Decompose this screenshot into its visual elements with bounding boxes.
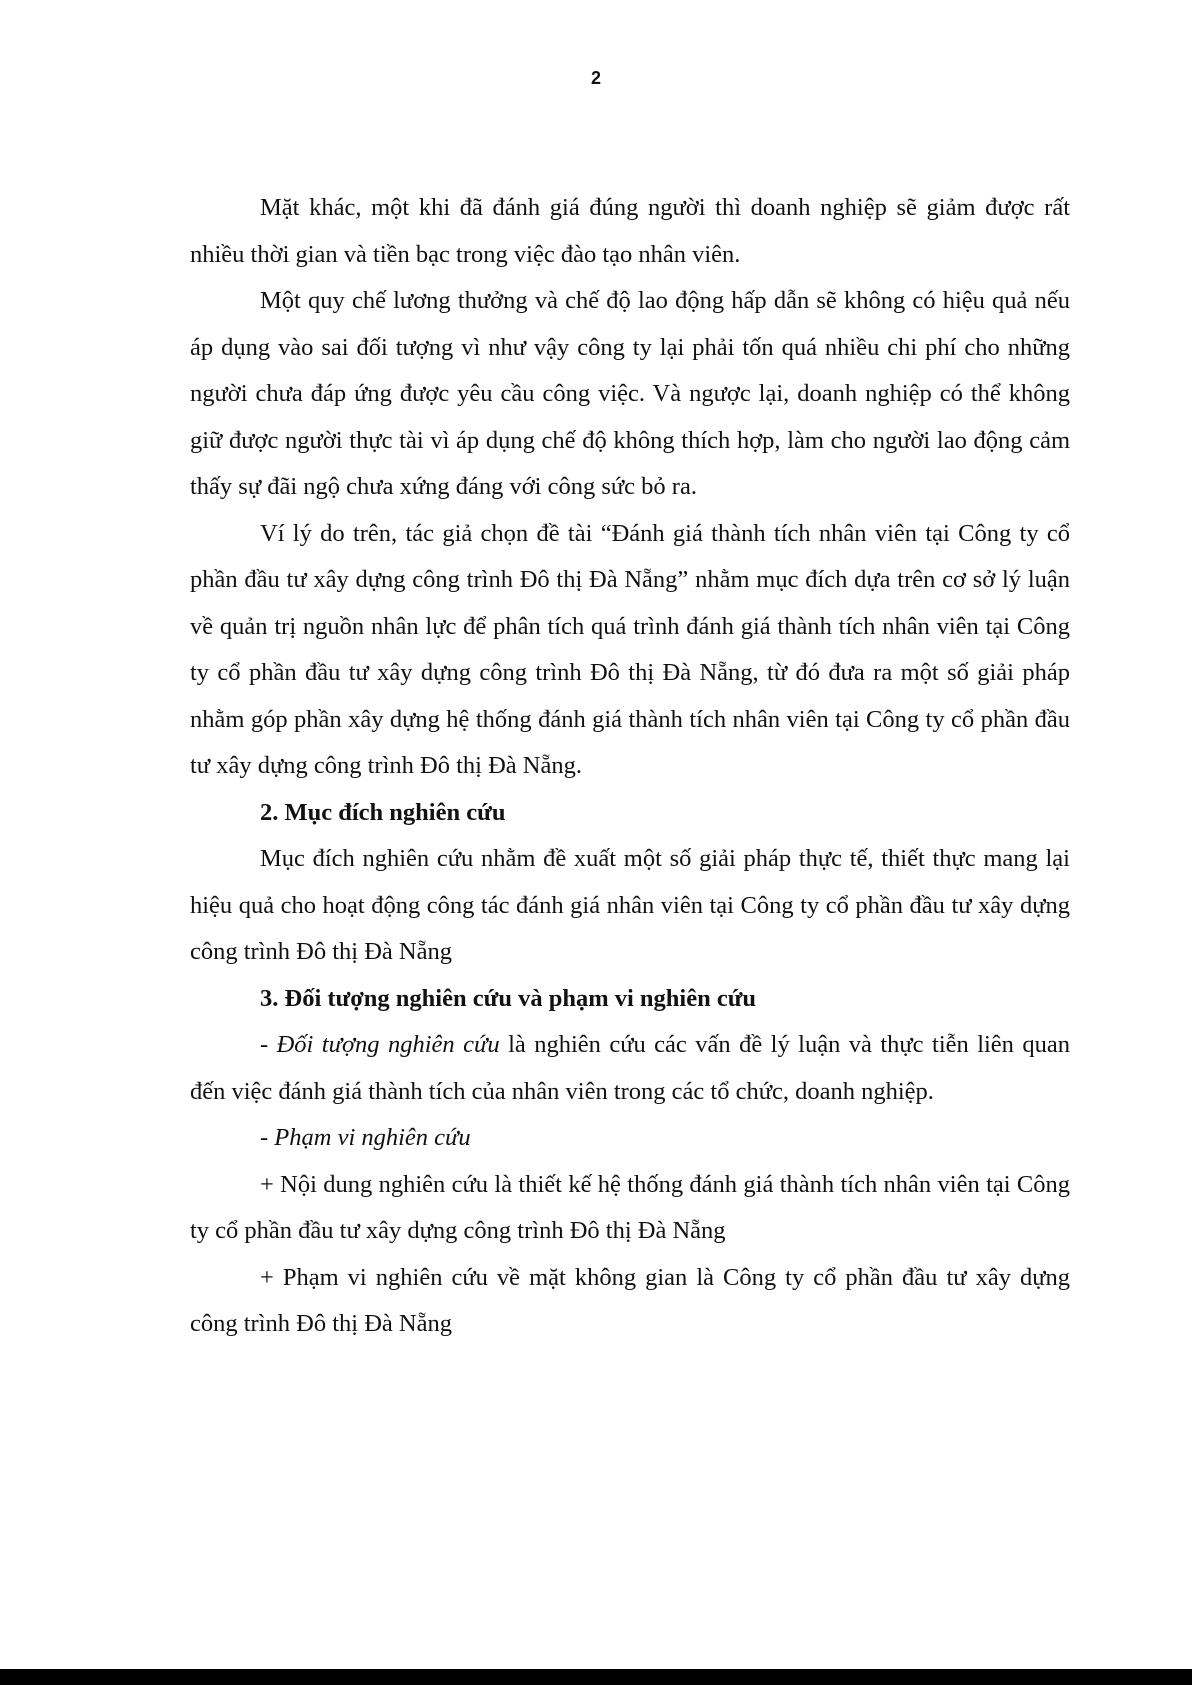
bottom-bar (0, 1669, 1192, 1685)
research-scope-space: + Phạm vi nghiên cứu về mặt không gian là Công ty cổ phần đầu tư xây dựng công trình Đô thị Đà Nẵng (190, 1263, 1070, 1337)
page-number: 2 (590, 68, 601, 88)
paragraph-1: Mặt khác, một khi đã đánh giá đúng người thì doanh nghiệp sẽ giảm được rất nhiều thời gian và tiền bạc trong việc đào tạo nhân viên. (190, 194, 1070, 268)
document-body (190, 185, 1070, 1348)
research-scope-label (190, 1115, 1070, 1162)
paragraph-2: Một quy chế lương thưởng và chế độ lao động hấp dẫn sẽ không có hiệu quả nếu áp dụng vào sai đối tượng vì như vậy công ty lại phải tốn quá nhiều chi phí cho những người chưa đáp ứng được yêu cầu công việc. Và ngược lại, doanh nghiệp có thể không giữ được người thực tài vì áp dụng chế độ không thích hợp, làm cho người lao động cảm thấy sự đãi ngộ chưa xứng đáng với công sức bỏ ra. (190, 287, 1070, 500)
research-object-label: - Đối tượng nghiên cứu (260, 1031, 500, 1058)
section-2-heading: 2. Mục đích nghiên cứu (260, 798, 506, 826)
research-scope-label-text: - Phạm vi nghiên cứu (260, 1124, 471, 1151)
research-object-paragraph (190, 1022, 1070, 1115)
paragraph-3: Ví lý do trên, tác giả chọn đề tài “Đánh giá thành tích nhân viên tại Công ty cổ phần đầu tư xây dựng công trình Đô thị Đà Nẵng” nhằm mục đích dựa trên cơ sở lý luận về quản trị nguồn nhân lực để phân tích quá trình đánh giá thành tích nhân viên tại Công ty cổ phần đầu tư xây dựng công trình Đô thị Đà Nẵng, từ đó đưa ra một số giải pháp nhằm góp phần xây dựng hệ thống đánh giá thành tích nhân viên tại Công ty cổ phần đầu tư xây dựng công trình Đô thị Đà Nẵng. (190, 519, 1070, 779)
section-2-body: Mục đích nghiên cứu nhằm đề xuất một số giải pháp thực tế, thiết thực mang lại hiệu quả cho hoạt động công tác đánh giá nhân viên tại Công ty cổ phần đầu tư xây dựng công trình Đô thị Đà Nẵng (190, 845, 1070, 965)
research-scope-content: + Nội dung nghiên cứu là thiết kế hệ thống đánh giá thành tích nhân viên tại Công ty cổ phần đầu tư xây dựng công trình Đô thị Đà Nẵng (190, 1170, 1070, 1244)
section-3-heading: 3. Đối tượng nghiên cứu và phạm vi nghiên cứu (260, 984, 757, 1012)
research-object-text: là nghiên cứu các vấn đề lý luận và thực tiễn liên quan đến việc đánh giá thành tích của nhân viên trong các tổ chức, doanh nghiệp. (190, 1031, 1071, 1105)
